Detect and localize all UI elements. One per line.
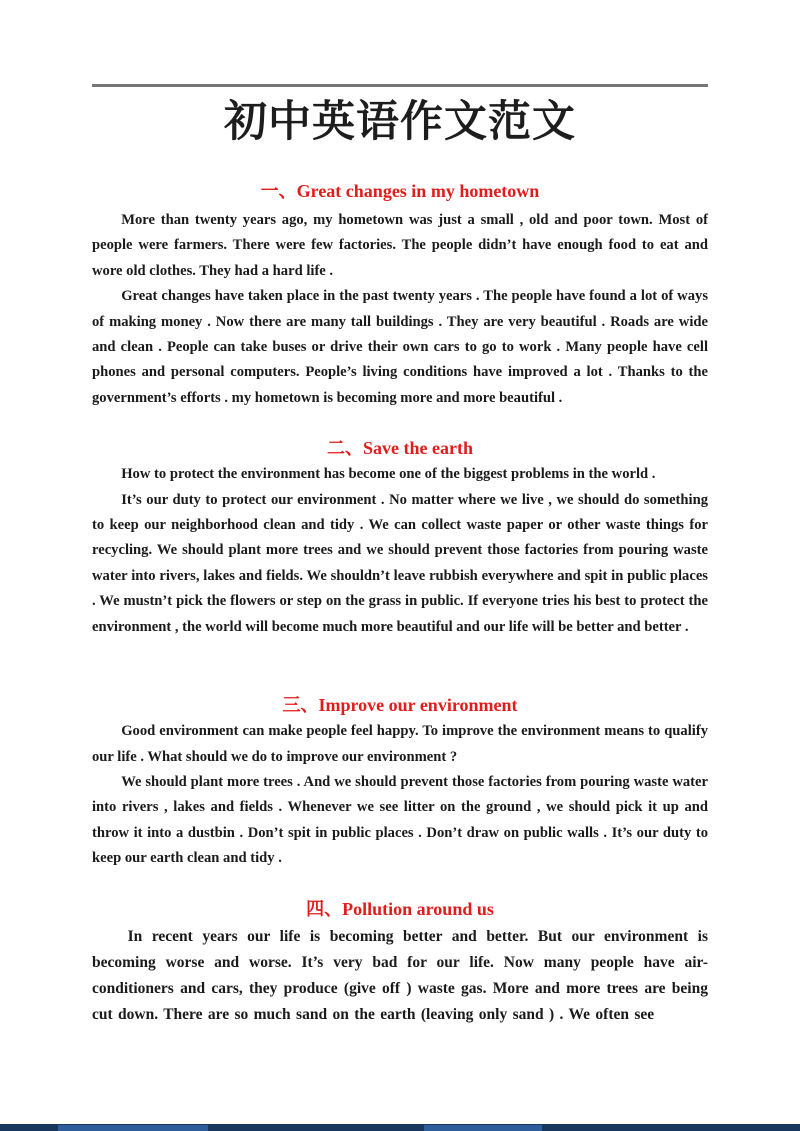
taskbar-sliver [0, 1124, 800, 1131]
paragraph: More than twenty years ago, my hometown was just a small , old and poor town. Most of people were farmers. There were few factories. The people didn’t have enough food to eat and wore old clothes. They had a hard life . [92, 212, 708, 279]
section-heading: 四、Pollution around us [306, 898, 494, 919]
paragraph: Good environment can make people feel happy. To improve the environment means to qualify our life . What should we do to improve our environment ? [92, 723, 708, 765]
section-pollution-around-us [92, 898, 708, 1028]
paragraph: How to protect the environment has become one of the biggest problems in the world . [121, 466, 656, 483]
paragraph: In recent years our life is becoming better and better. But our environment is becoming worse and worse. It’s very bad for our life. Now many people have air-conditioners and cars, they produce (give off ) waste gas. More and more trees are being cut down. There are so much sand on the earth (leaving only sand ) . We often see [92, 927, 708, 1023]
taskbar-segment[interactable] [424, 1125, 542, 1131]
paragraph: Great changes have taken place in the past twenty years . The people have found a lot of ways of making money . Now there are many tall buildings . They are very beautiful . Roads are wide and clean . People can take buses or drive their own cars to go to work . Many people have cell phones and personal computers. People’s living conditions have improved a lot . Thanks to the government’s efforts . my hometown is becoming more and more beautiful . [92, 288, 708, 406]
section-heading: 一、Great changes in my hometown [260, 181, 540, 201]
top-rule [92, 84, 708, 87]
section-save-the-earth [92, 437, 708, 640]
paragraph: It’s our duty to protect our environment . No matter where we live , we should do something to keep our neighborhood clean and tidy . We can collect waste paper or other waste things for recycling. We should plant more trees and we should prevent those factories from pouring waste water into rivers, lakes and fields. We shouldn’t leave rubbish everywhere and spit in public places . We mustn’t pick the flowers or step on the grass in public. If everyone tries his best to protect the environment , the world will become much more beautiful and our life will be better and better . [92, 491, 708, 635]
section-heading: 三、Improve our environment [282, 695, 518, 716]
section-great-changes [92, 180, 708, 411]
paragraph: We should plant more trees . And we should prevent those factories from pouring waste water into rivers , lakes and fields . Whenever we see litter on the ground , we should pick it up and throw it into a dustbin . Don’t spit in public places . Don’t draw on public walls . It’s our duty to keep our earth clean and tidy . [92, 773, 708, 867]
page-title: 初中英语作文范文 [224, 97, 576, 147]
section-heading: 二、Save the earth [327, 438, 473, 459]
section-improve-our-environment [92, 694, 708, 871]
taskbar-segment[interactable] [58, 1125, 208, 1131]
